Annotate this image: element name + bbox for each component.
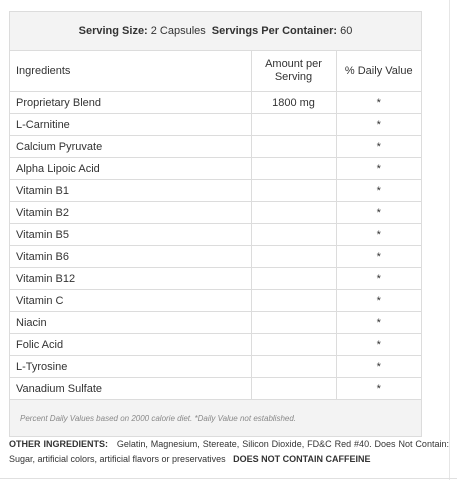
table-row xyxy=(10,312,421,334)
daily-value-footnote: Percent Daily Values based on 2000 calorie diet. *Daily Value not established. xyxy=(10,400,421,436)
other-ingredients xyxy=(9,437,449,467)
ingredient-cell: Vitamin B5 xyxy=(10,224,251,246)
table-row xyxy=(10,356,421,378)
ingredients-table-body xyxy=(10,92,421,400)
daily-value-cell: * xyxy=(336,334,421,356)
other-ingredients-text: Gelatin, Magnesium, Stereate, Silicon Dioxide, FD&C Red #40. Does Not Contain: Sugar, artificial colors, artificial flavors or preservatives xyxy=(9,439,449,464)
daily-value-cell: * xyxy=(336,92,421,114)
amount-cell xyxy=(251,312,336,334)
amount-cell xyxy=(251,180,336,202)
daily-value-cell: * xyxy=(336,246,421,268)
ingredient-cell: Vitamin B1 xyxy=(10,180,251,202)
ingredient-cell: Calcium Pyruvate xyxy=(10,136,251,158)
header-ingredients: Ingredients xyxy=(10,51,251,92)
serving-size-label: Serving Size: xyxy=(78,25,148,37)
amount-cell xyxy=(251,268,336,290)
daily-value-cell: * xyxy=(336,290,421,312)
amount-cell xyxy=(251,334,336,356)
amount-cell xyxy=(251,356,336,378)
daily-value-cell: * xyxy=(336,136,421,158)
page-bottom-rule xyxy=(0,478,457,479)
table-header-row xyxy=(10,51,421,92)
other-ingredients-label: OTHER INGREDIENTS: xyxy=(9,439,108,449)
table-row xyxy=(10,202,421,224)
supplement-facts-panel xyxy=(9,11,422,437)
table-row xyxy=(10,92,421,114)
amount-cell xyxy=(251,224,336,246)
daily-value-cell: * xyxy=(336,114,421,136)
serving-info xyxy=(10,12,421,51)
amount-cell xyxy=(251,202,336,224)
table-row xyxy=(10,268,421,290)
page-right-rule xyxy=(449,0,450,480)
caffeine-notice: DOES NOT CONTAIN CAFFEINE xyxy=(233,454,371,464)
table-row xyxy=(10,334,421,356)
ingredient-cell: Vitamin C xyxy=(10,290,251,312)
daily-value-cell: * xyxy=(336,378,421,400)
table-row xyxy=(10,114,421,136)
table-row xyxy=(10,180,421,202)
table-row xyxy=(10,290,421,312)
ingredient-cell: Vanadium Sulfate xyxy=(10,378,251,400)
amount-cell xyxy=(251,136,336,158)
ingredient-cell: L-Tyrosine xyxy=(10,356,251,378)
ingredients-table xyxy=(10,51,421,400)
ingredient-cell: Alpha Lipoic Acid xyxy=(10,158,251,180)
amount-cell xyxy=(251,290,336,312)
amount-cell: 1800 mg xyxy=(251,92,336,114)
servings-per-container-label: Servings Per Container: xyxy=(211,25,338,37)
ingredient-cell: Vitamin B6 xyxy=(10,246,251,268)
daily-value-cell: * xyxy=(336,158,421,180)
table-row xyxy=(10,136,421,158)
ingredient-cell: L-Carnitine xyxy=(10,114,251,136)
daily-value-cell: * xyxy=(336,356,421,378)
servings-per-container-value: 60 xyxy=(340,25,353,37)
amount-cell xyxy=(251,158,336,180)
table-row xyxy=(10,158,421,180)
daily-value-cell: * xyxy=(336,268,421,290)
daily-value-cell: * xyxy=(336,312,421,334)
table-row xyxy=(10,378,421,400)
daily-value-cell: * xyxy=(336,224,421,246)
header-amount-per-serving: Amount per Serving xyxy=(251,51,336,92)
ingredient-cell: Folic Acid xyxy=(10,334,251,356)
ingredient-cell: Vitamin B2 xyxy=(10,202,251,224)
ingredient-cell: Vitamin B12 xyxy=(10,268,251,290)
amount-cell xyxy=(251,378,336,400)
table-row xyxy=(10,224,421,246)
ingredient-cell: Proprietary Blend xyxy=(10,92,251,114)
table-row xyxy=(10,246,421,268)
header-daily-value: % Daily Value xyxy=(336,51,421,92)
daily-value-cell: * xyxy=(336,180,421,202)
daily-value-cell: * xyxy=(336,202,421,224)
ingredient-cell: Niacin xyxy=(10,312,251,334)
amount-cell xyxy=(251,246,336,268)
amount-cell xyxy=(251,114,336,136)
serving-size-value: 2 Capsules xyxy=(150,25,206,37)
